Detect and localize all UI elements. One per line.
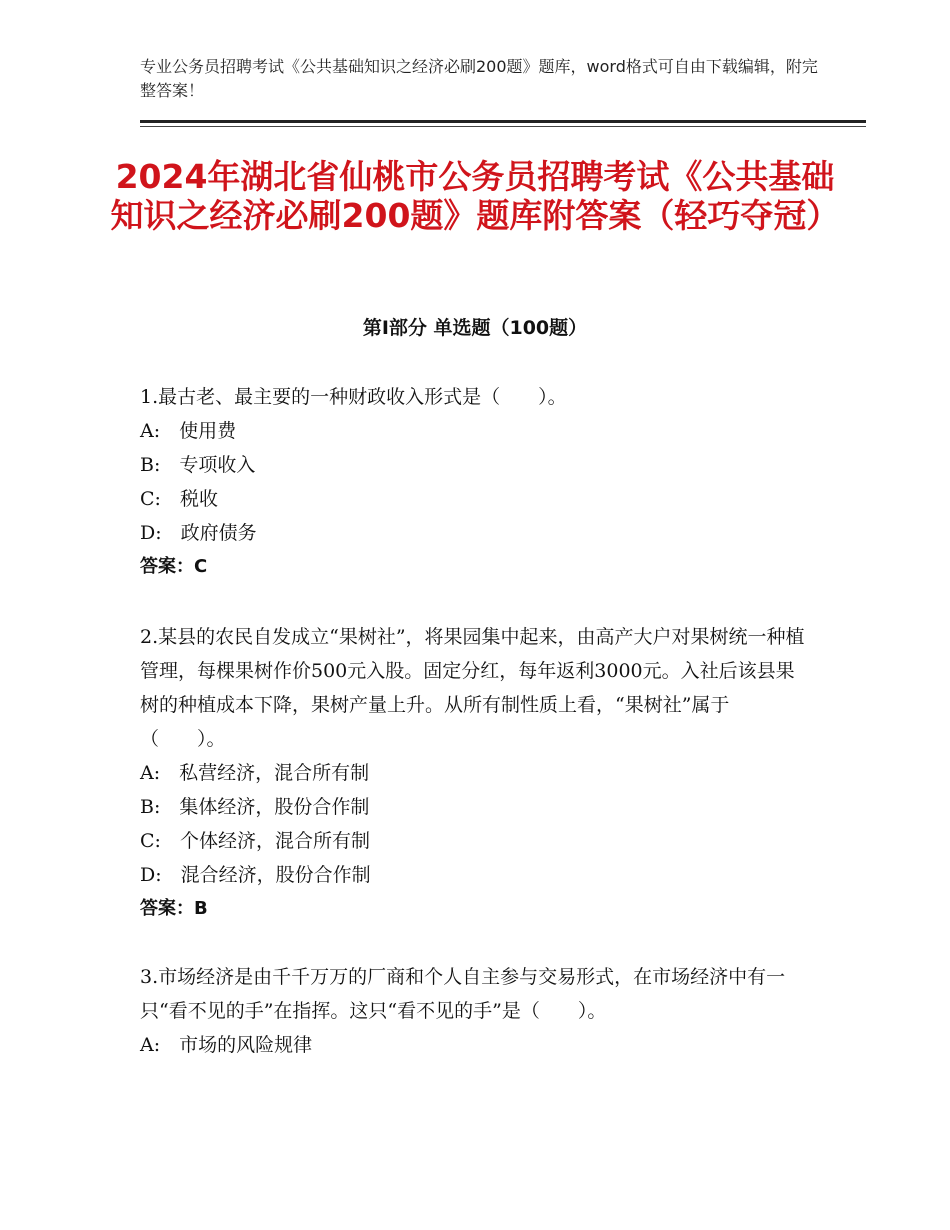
option-d: D: 混合经济，股份合作制 xyxy=(140,864,371,886)
question-1 xyxy=(140,380,810,584)
question-stem: 2.某县的农民自发成立“果树社”，将果园集中起来，由高产大户对果树统一种植管理，每棵果树作价500元入股。固定分红，每年返利3000元。入社后该县果树的种植成本下降，果树产量上升。从所有制性质上看，“果树社”属于（ ）。 xyxy=(140,626,805,750)
question-stem: 3.市场经济是由千千万万的厂商和个人自主参与交易形式，在市场经济中有一只“看不见的手”在指挥。这只“看不见的手”是（ ）。 xyxy=(140,966,786,1022)
header-note: 专业公务员招聘考试《公共基础知识之经济必刷200题》题库，word格式可自由下载编辑，附完整答案！ xyxy=(140,57,818,100)
answer: 答案：B xyxy=(140,898,208,919)
option-a: A: 市场的风险规律 xyxy=(140,1034,313,1056)
option-c: C: 税收 xyxy=(140,488,218,510)
option-a: A: 私营经济，混合所有制 xyxy=(140,762,370,784)
option-b: B: 专项收入 xyxy=(140,454,256,476)
document-title: 2024年湖北省仙桃市公务员招聘考试《公共基础知识之经济必刷200题》题库附答案（轻巧夺冠） xyxy=(110,157,840,235)
header-divider xyxy=(140,120,866,123)
header-divider-thin xyxy=(140,126,866,127)
question-stem: 1.最古老、最主要的一种财政收入形式是（ ）。 xyxy=(140,386,567,408)
question-3 xyxy=(140,960,810,1062)
answer: 答案：C xyxy=(140,556,208,577)
option-c: C: 个体经济，混合所有制 xyxy=(140,830,370,852)
section-title: 第Ⅰ部分 单选题（100题） xyxy=(362,317,588,339)
option-d: D: 政府债务 xyxy=(140,522,257,544)
question-2 xyxy=(140,620,810,926)
option-b: B: 集体经济，股份合作制 xyxy=(140,796,370,818)
option-a: A: 使用费 xyxy=(140,420,237,442)
